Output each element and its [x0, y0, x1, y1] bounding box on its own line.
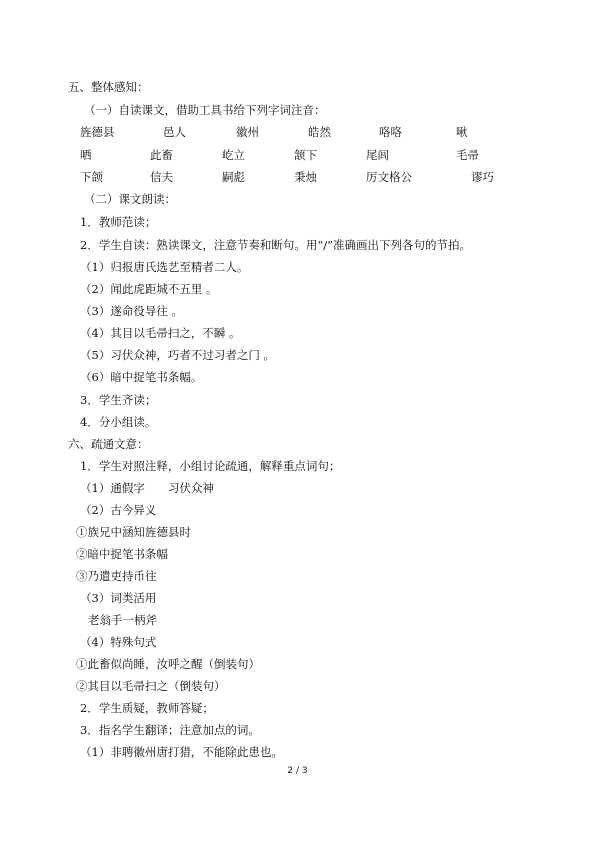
cilei-label: （3）词类活用	[80, 591, 157, 605]
vocab-word: 颔下	[294, 148, 317, 162]
vocab-word: 下颌	[80, 170, 103, 184]
section-5-heading: 五、整体感知：	[68, 80, 149, 94]
reading-sentence-2: （2）闻此虎距城不五里 。	[80, 282, 218, 296]
section-6-heading: 六、疏通文意：	[68, 437, 149, 451]
reading-sentence-3: （3）遂命役导往 。	[80, 304, 183, 318]
reading-sentence-5: （5）习伏众神，巧者不过习者之门 。	[80, 348, 275, 362]
vocab-word: 尾闾	[366, 148, 389, 162]
study-step-1: 1．学生对照注释，小组讨论疏通，解释重点词句；	[80, 459, 341, 473]
gujin-label: （2）古今异义	[80, 503, 157, 517]
vocab-word: 秉烛	[294, 170, 317, 184]
gujin-item-2: ②暗中捉笔书条幅	[76, 547, 168, 561]
vocab-word: 旌德县	[80, 125, 115, 139]
reading-step-3: 3．学生齐读；	[80, 393, 157, 407]
vocab-row-3	[0, 170, 595, 184]
cilei-item: 老翁手一柄斧	[88, 613, 157, 627]
part-2-label: （二）课文朗读：	[84, 192, 176, 206]
page-number: 2 / 3	[287, 766, 308, 776]
study-step-2: 2．学生质疑，教师答疑；	[80, 701, 214, 715]
vocab-word: 咯咯	[379, 125, 402, 139]
reading-sentence-1: （1）归报唐氏选艺至精者二人。	[80, 260, 249, 274]
vocab-word: 啾	[456, 125, 468, 139]
vocab-row-1	[0, 125, 595, 139]
tongjia-label: （1）通假字	[80, 481, 145, 495]
vocab-word: 毛帚	[456, 148, 479, 162]
vocab-word: 信夫	[150, 170, 173, 184]
reading-step-2: 2．学生自读：熟读课文，注意节奏和断句。用“/”准确画出下列各句的节拍。	[80, 238, 471, 252]
vocab-word: 皓然	[308, 125, 331, 139]
vocab-word: 徽州	[236, 125, 259, 139]
reading-sentence-6: （6）暗中捉笔书条幅。	[80, 370, 203, 384]
teshu-label: （4）特殊句式	[80, 635, 157, 649]
translate-item-1: （1）非聘徽州唐打猎，不能除此患也。	[80, 745, 283, 759]
vocab-word: 嗣彪	[222, 170, 245, 184]
teshu-item-1: ①此畜似尚睡，汝呼之醒（倒装句）	[76, 657, 260, 671]
tongjia-item: 习伏众神	[168, 481, 214, 495]
reading-sentence-4: （4）其目以毛帚扫之，不瞬 。	[80, 326, 241, 340]
teshu-item-2: ②其目以毛帚扫之（倒装句）	[76, 679, 226, 693]
reading-step-1: 1．教师范读；	[80, 215, 157, 229]
reading-step-4: 4．分小组读。	[80, 415, 157, 429]
gujin-item-1: ①族兄中涵知旌德县时	[76, 525, 191, 539]
vocab-word: 厉文格公	[366, 170, 412, 184]
part-1-label: （一）自读课文，借助工具书给下列字词注音：	[84, 103, 326, 117]
vocab-word: 谬巧	[471, 170, 494, 184]
vocab-word: 邑人	[163, 125, 186, 139]
vocab-word: 哂	[80, 148, 92, 162]
vocab-word: 屹立	[222, 148, 245, 162]
vocab-row-2	[0, 148, 595, 162]
tongjia-row	[0, 481, 595, 495]
gujin-item-3: ③乃遣吏持币往	[76, 569, 157, 583]
vocab-word: 此畜	[150, 148, 173, 162]
study-step-3: 3．指名学生翻译；注意加点的词。	[80, 723, 260, 737]
